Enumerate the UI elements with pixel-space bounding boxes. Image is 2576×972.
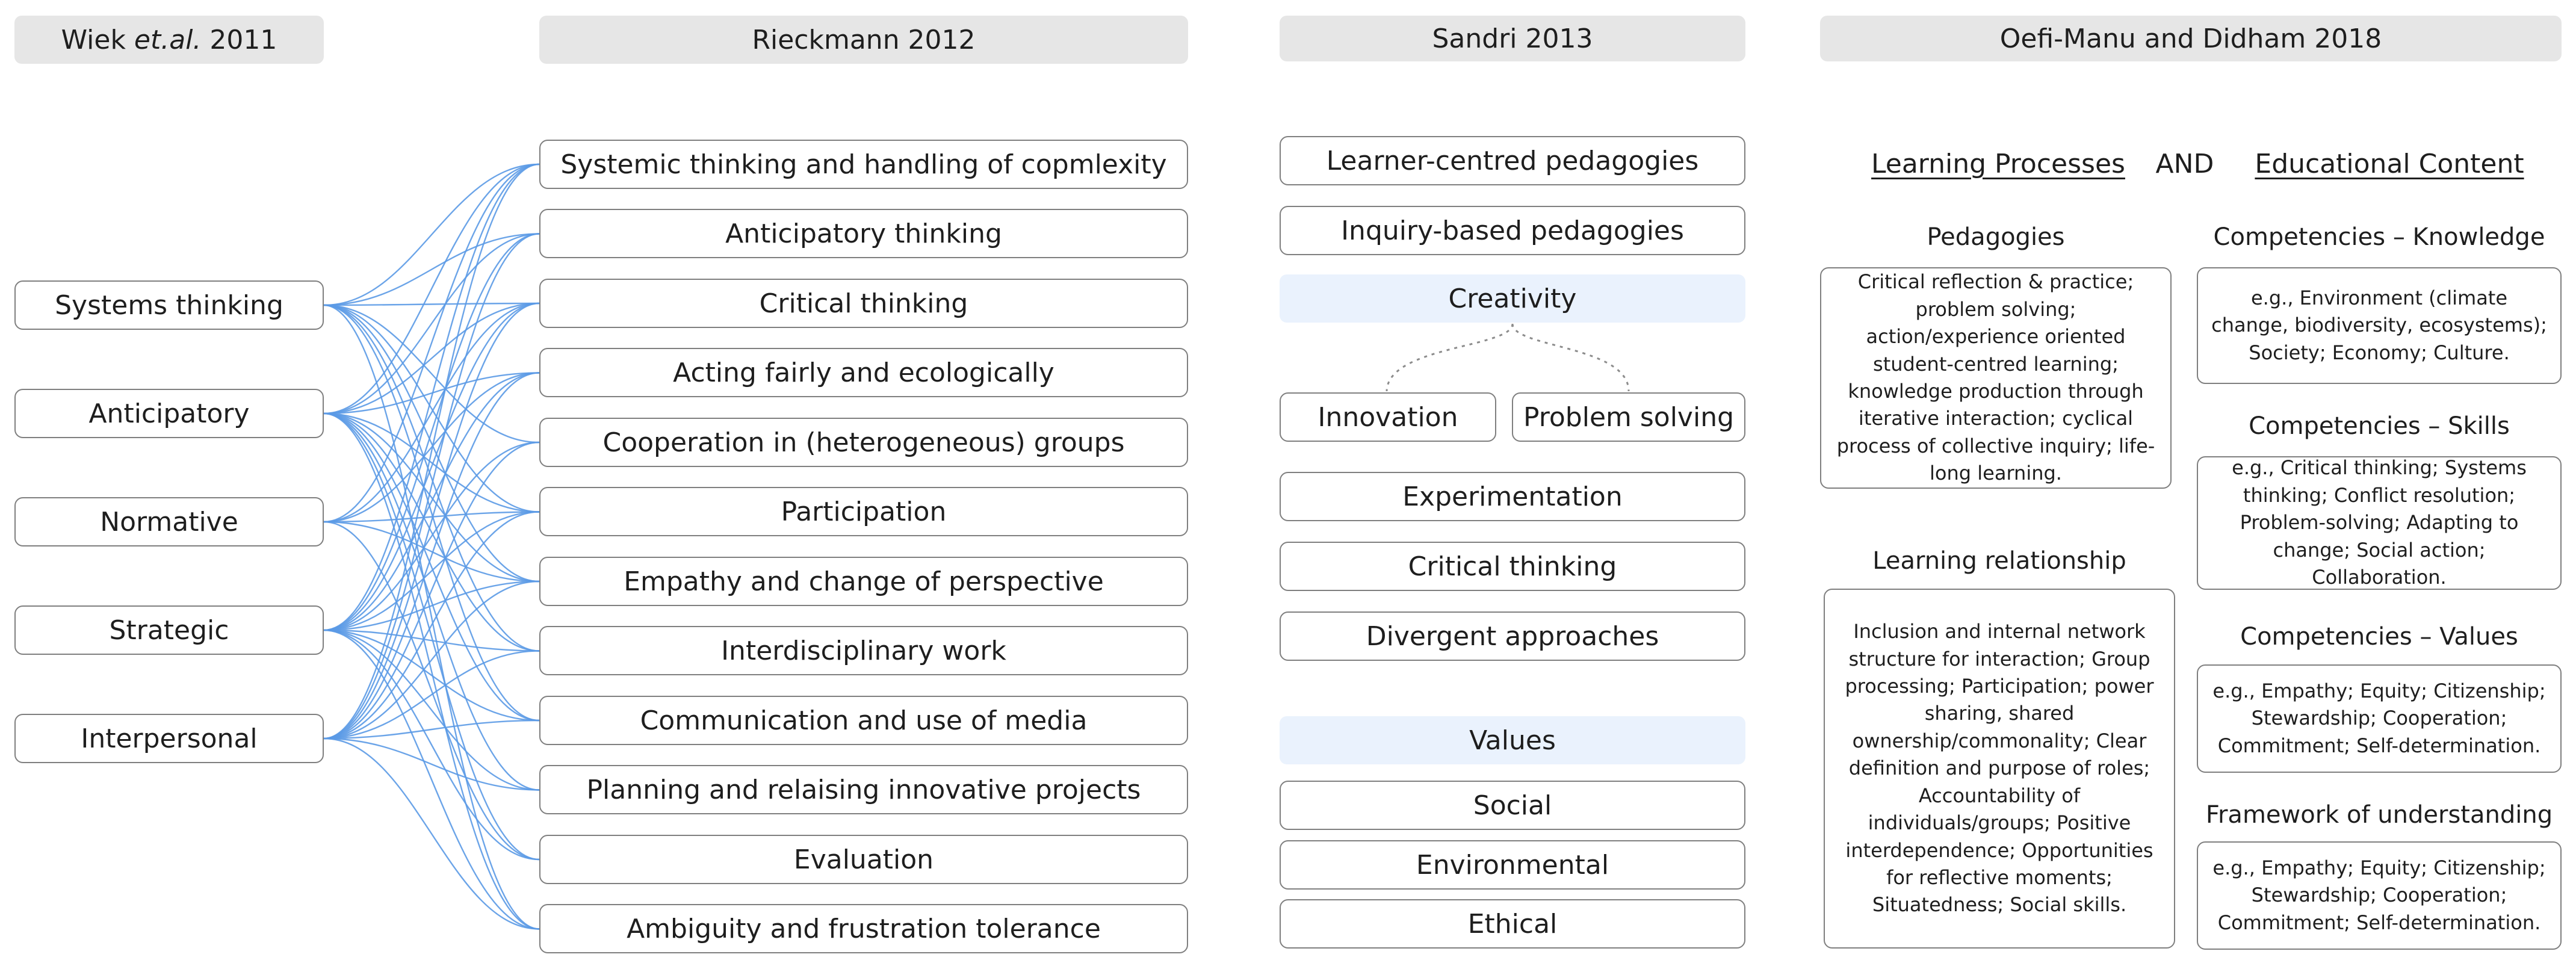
competency-link [324, 522, 539, 859]
competency-link [324, 413, 539, 512]
competency-link [324, 630, 539, 929]
wiek-item-anticipatory: Anticipatory [14, 389, 324, 438]
competency-link [324, 305, 539, 512]
wiek-item-systems-thinking: Systems thinking [14, 280, 324, 330]
competency-link [324, 303, 539, 738]
competency-link [324, 303, 539, 305]
competency-link [324, 305, 539, 442]
competency-link [324, 234, 539, 631]
competency-link [324, 581, 539, 738]
oefi-learning-relationship-text: Inclusion and internal network structure for interaction; Group processing; Participation; power sharing, shared ownership/commonality; Clear definition and purpose of roles; Accountability of individuals/groups; Positive interdependence; Opportunities for reflective moments; Situatedness; Social skills. [1824, 589, 2175, 949]
sandri-item-problem-solving: Problem solving [1512, 392, 1745, 442]
sandri-item-divergent-approaches: Divergent approaches [1280, 611, 1745, 661]
sandri-item-social: Social [1280, 781, 1745, 830]
sandri-item-innovation: Innovation [1280, 392, 1496, 442]
creativity-branch-connector [1280, 319, 1745, 397]
competency-link [324, 164, 539, 413]
competency-link [324, 234, 539, 306]
sandri-item-inquiry-based: Inquiry-based pedagogies [1280, 206, 1745, 255]
rieckmann-item-acting-fairly: Acting fairly and ecologically [539, 348, 1188, 397]
rieckmann-item-interdisciplinary: Interdisciplinary work [539, 626, 1188, 675]
sandri-column-header: Sandri 2013 [1280, 16, 1745, 61]
oefi-pedagogies-label: Pedagogies [1927, 223, 2065, 251]
oefi-skills-label: Competencies – Skills [2249, 412, 2510, 440]
competency-link [324, 512, 539, 739]
oefi-and-label: AND [2155, 148, 2214, 179]
competency-link [324, 522, 539, 581]
wiek-header-year: 2011 [201, 24, 277, 55]
sandri-item-values: Values [1280, 716, 1745, 764]
competency-link [324, 305, 539, 929]
competency-link [324, 413, 539, 651]
rieckmann-item-empathy: Empathy and change of perspective [539, 557, 1188, 606]
competency-link [324, 442, 539, 630]
oefi-framework-text: e.g., Empathy; Equity; Citizenship; Stewardship; Cooperation; Commitment; Self-determination. [2197, 841, 2562, 950]
competency-link [324, 581, 539, 630]
oefi-framework-label: Framework of understanding [2205, 801, 2553, 829]
competency-link [324, 630, 539, 651]
competency-link [324, 305, 539, 720]
competency-link [324, 512, 539, 522]
sandri-item-experimentation: Experimentation [1280, 472, 1745, 521]
rieckmann-item-participation: Participation [539, 487, 1188, 536]
competency-link [324, 738, 539, 790]
competency-link [324, 413, 539, 859]
competency-link [324, 164, 539, 738]
competency-link [324, 373, 539, 631]
competency-link [324, 303, 539, 413]
competency-link [324, 413, 539, 720]
oefi-learning-processes-heading: Learning Processes [1871, 148, 2125, 179]
competency-link [324, 413, 539, 581]
competency-link [324, 630, 539, 720]
oefi-column-header: Oefi-Manu and Didham 2018 [1820, 16, 2562, 61]
oefi-knowledge-text: e.g., Environment (climate change, biodiversity, ecosystems); Society; Economy; Culture. [2197, 267, 2562, 384]
competency-link [324, 234, 539, 414]
oefi-values-label: Competencies – Values [2240, 623, 2518, 651]
oefi-knowledge-label: Competencies – Knowledge [2213, 223, 2545, 251]
competency-link [324, 164, 539, 305]
sandri-item-ethical: Ethical [1280, 899, 1745, 949]
oefi-values-text: e.g., Empathy; Equity; Citizenship; Stewardship; Cooperation; Commitment; Self-determination. [2197, 664, 2562, 773]
competency-link [324, 303, 539, 522]
wiek-column-header [14, 16, 324, 64]
rieckmann-item-anticipatory-thinking: Anticipatory thinking [539, 209, 1188, 258]
sandri-item-learner-centred: Learner-centred pedagogies [1280, 136, 1745, 185]
competency-link [324, 442, 539, 738]
competency-link [324, 305, 539, 651]
competency-link [324, 373, 539, 739]
sandri-item-critical-thinking: Critical thinking [1280, 542, 1745, 591]
oefi-learning-relationship-label: Learning relationship [1872, 547, 2126, 575]
wiek-header-author: Wiek [61, 24, 134, 55]
oefi-educational-content-heading: Educational Content [2255, 148, 2524, 179]
rieckmann-item-communication: Communication and use of media [539, 696, 1188, 745]
oefi-pedagogies-text: Critical reflection & practice; problem solving; action/experience oriented student-centred learning; knowledge production through iterative interaction; cyclical process of collective inquiry; life-long learning. [1820, 267, 2172, 489]
competency-link [324, 651, 539, 739]
competency-link [324, 164, 539, 630]
competency-link [324, 373, 539, 414]
rieckmann-item-planning: Planning and relaising innovative projects [539, 765, 1188, 814]
wiek-item-interpersonal: Interpersonal [14, 714, 324, 763]
competency-link [324, 738, 539, 929]
rieckmann-item-cooperation: Cooperation in (heterogeneous) groups [539, 418, 1188, 467]
competency-link [324, 630, 539, 859]
creativity-branch-innovation [1387, 324, 1512, 391]
wiek-header-etal: et.al. [134, 24, 202, 55]
competency-link [324, 413, 539, 790]
competency-link [324, 413, 539, 929]
competency-link [324, 720, 539, 738]
wiek-item-normative: Normative [14, 497, 324, 546]
competency-link [324, 630, 539, 790]
rieckmann-item-ambiguity: Ambiguity and frustration tolerance [539, 904, 1188, 953]
wiek-item-strategic: Strategic [14, 605, 324, 655]
competency-link [324, 303, 539, 630]
competency-link [324, 164, 539, 522]
sandri-item-creativity: Creativity [1280, 274, 1745, 323]
competency-link [324, 305, 539, 581]
rieckmann-item-evaluation: Evaluation [539, 835, 1188, 884]
competency-link [324, 512, 539, 631]
creativity-branch-problem-solving [1512, 324, 1629, 391]
sandri-item-environmental: Environmental [1280, 840, 1745, 890]
rieckmann-item-critical-thinking: Critical thinking [539, 279, 1188, 328]
competency-link [324, 373, 539, 522]
rieckmann-column-header: Rieckmann 2012 [539, 16, 1188, 64]
oefi-skills-text: e.g., Critical thinking; Systems thinking; Conflict resolution; Problem-solving; Adapting to change; Social action; Collaboration. [2197, 456, 2562, 590]
rieckmann-item-systemic-thinking: Systemic thinking and handling of copmlexity [539, 140, 1188, 189]
competency-link [324, 234, 539, 739]
